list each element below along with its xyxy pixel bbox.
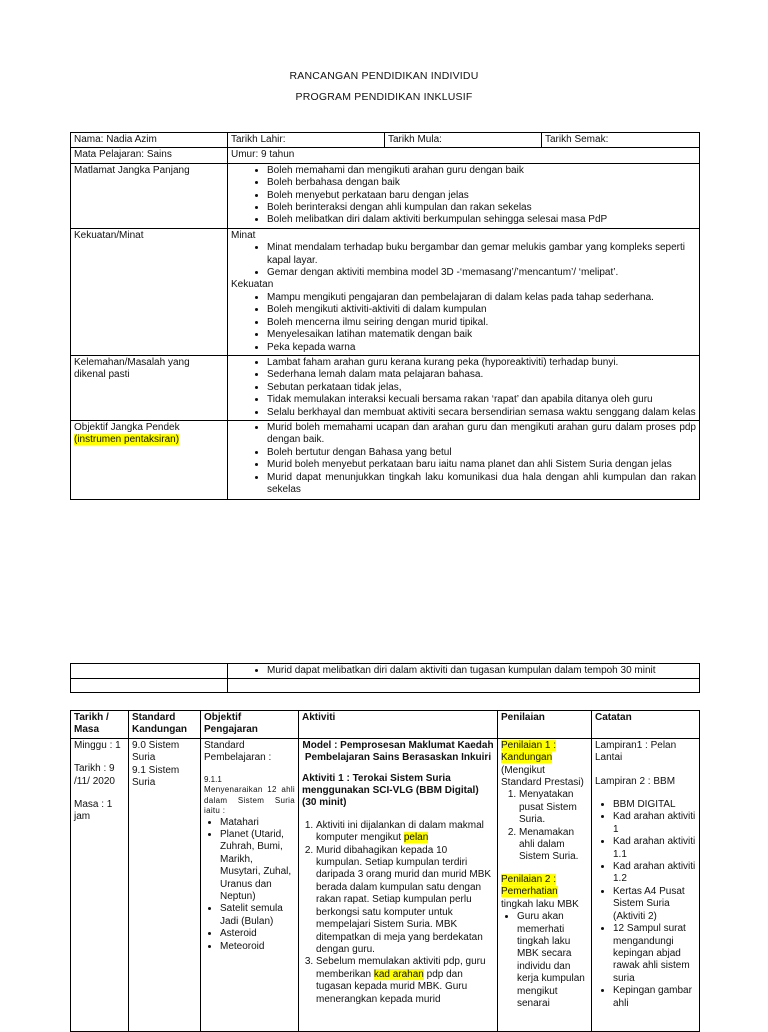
list-item: • Gemar dengan aktiviti membina model 3D -‘memasang’/’mencantum’/ ‘melipat’.	[267, 267, 696, 279]
kekuatan-label: Kekuatan/Minat	[71, 228, 228, 355]
standard-line1: 9.0 Sistem Suria	[132, 739, 180, 764]
list-item: • Murid boleh menyebut perkataan baru iaitu nama planet dan ahli Sistem Suria dengan jelas	[267, 459, 696, 471]
list-item: • Boleh bertutur dengan Bahasa yang betul	[267, 447, 696, 459]
list-item: • Lambat faham arahan guru kerana kurang peka (hyporeaktiviti) terhadap bunyi.	[267, 357, 696, 369]
header-catatan: Catatan	[592, 711, 700, 739]
list-item: • Satelit semula Jadi (Bulan)	[220, 903, 295, 928]
list-item: • Peka kepada warna	[267, 342, 696, 354]
list-item: • Meteoroid	[220, 941, 295, 953]
objektif-intro: Standard Pembelajaran :	[204, 739, 272, 764]
step-text: pdp dan tugasan kepada murid MBK.	[316, 968, 463, 993]
continuation-list	[231, 665, 696, 677]
aktiviti-step-3	[316, 956, 494, 1006]
list-item: • Minat mendalam terhadap buku bergambar dan gemar melukis gambar yang kompleks seperti kapal layar.	[267, 242, 696, 267]
kekuatan-content	[228, 228, 700, 355]
minggu-text: Minggu : 1	[74, 739, 121, 751]
list-item: • Asteroid	[220, 928, 295, 940]
catatan-lampiran-1: Lampiran1 : Pelan Lantai	[595, 739, 677, 764]
list-item: • Murid dapat menunjukkan tingkah laku komunikasi dua hala dengan ahli kumpulan dan rakan sekelas	[267, 472, 696, 497]
mata-pelajaran-cell: Mata Pelajaran: Sains	[71, 148, 228, 163]
header-aktiviti: Aktiviti	[299, 711, 498, 739]
standard-cell	[129, 738, 201, 1031]
list-item: • Murid boleh memahami ucapan dan arahan guru dan mengikuti arahan guru dalam proses pdp dengan baik.	[267, 422, 696, 447]
list-item: • Selalu berkhayal dan membuat aktiviti secara bersendirian semasa waktu senggang dalam kelas	[267, 407, 696, 419]
list-item: • Tidak memulakan interaksi kecuali bersama rakan ‘rapat’ dan apabila ditanya oleh guru	[267, 394, 696, 406]
continuation-empty	[71, 664, 228, 679]
matlamat-label: Matlamat Jangka Panjang	[71, 163, 228, 228]
profile-table	[70, 132, 700, 500]
continuation-empty	[228, 679, 700, 693]
matlamat-list	[231, 165, 696, 227]
catatan-lampiran-2: Lampiran 2 : BBM	[595, 775, 676, 787]
kekuatan-list	[231, 292, 696, 354]
aktiviti-title: Aktiviti 1 : Terokai Sistem Suria menggunakan SCI-VLG (BBM Digital) (30 minit)	[302, 772, 479, 809]
document-title: RANCANGAN PENDIDIKAN INDIVIDU	[289, 70, 479, 82]
aktiviti-cell	[299, 738, 498, 1031]
objektif-list	[231, 422, 696, 496]
list-item: • 12 Sampul surat mengandungi kepingan abjad rawak ahli sistem suria	[613, 923, 696, 985]
continuation-content	[228, 664, 700, 679]
kelemahan-list	[231, 357, 696, 419]
tarikh-cell	[71, 738, 129, 1031]
nama-cell: Nama: Nadia Azim	[71, 133, 228, 148]
list-item: • Kertas A4 Pusat Sistem Suria (Aktiviti 2)	[613, 886, 696, 923]
aktiviti-step-2: 2. Murid dibahagikan kepada 10 kumpulan. Setiap kumpulan terdiri daripada 3 orang murid dan murid MBK berada dalam kumpulan satu dengan rakan rapat. Setiap kumpulan perlu berkongsi satu komputer untuk mempelajari Sistem Suria. MBK ditempatkan di meja yang berdekatan dengan guru.	[316, 845, 494, 957]
objektif-label: Objektif Jangka Pendek	[74, 421, 180, 433]
aktiviti-model: Model : Pemprosesan Maklumat Kaedah Pembelajaran Sains Berasaskan Inkuiri	[302, 739, 494, 764]
header-standard: Standard Kandungan	[129, 711, 201, 739]
penilaian-1-list	[501, 789, 588, 863]
tarikh-mula-cell: Tarikh Mula:	[385, 133, 542, 148]
list-item: • Boleh berbahasa dengan baik	[267, 177, 696, 189]
list-item: • Boleh melibatkan diri dalam aktiviti berkumpulan sehingga selesai masa PdP	[267, 214, 696, 226]
list-item: • Mampu mengikuti pengajaran dan pembelajaran di dalam kelas pada tahap sederhana.	[267, 292, 696, 304]
umur-cell: Umur: 9 tahun	[228, 148, 700, 163]
objektif-desc: Menyenaraikan 12 ahli dalam Sistem Suria iaitu :	[204, 785, 295, 816]
catatan-cell	[592, 738, 700, 1031]
list-item: 1. Menyatakan pusat Sistem Suria.	[519, 789, 588, 826]
header-tarikh: Tarikh / Masa	[71, 711, 129, 739]
tarikh-text: Tarikh : 9 /11/ 2020	[74, 763, 115, 787]
list-item: • Kepingan gambar ahli	[613, 985, 696, 1010]
continuation-empty	[71, 679, 228, 693]
list-item: • Kad arahan aktiviti 1.1	[613, 836, 696, 861]
list-item: • Boleh memahami dan mengikuti arahan guru dengan baik	[267, 165, 696, 177]
step-text: Sebelum memulakan aktiviti pdp, guru memberikan	[316, 956, 486, 980]
standard-line2: 9.1 Sistem Suria	[132, 764, 180, 789]
list-item: • Kad arahan aktiviti 1.2	[613, 861, 696, 886]
list-item: 2. Menamakan ahli dalam Sistem Suria.	[519, 827, 588, 864]
list-item: • Boleh mengikuti aktiviti-aktiviti di dalam kumpulan	[267, 304, 696, 316]
step-text: Guru menerangkan kepada murid	[316, 981, 468, 1005]
objektif-note: (instrumen pentaksiran)	[74, 434, 180, 446]
kad-arahan-highlight: kad arahan	[373, 968, 424, 980]
tarikh-semak-cell: Tarikh Semak:	[542, 133, 700, 148]
penilaian-1-note: (Mengikut Standard Prestasi)	[501, 764, 584, 789]
kelemahan-content	[228, 355, 700, 420]
tarikh-lahir-cell: Tarikh Lahir:	[228, 133, 385, 148]
list-item: • Boleh berinteraksi dengan ahli kumpulan dan rakan sekelas	[267, 202, 696, 214]
list-item: • Sederhana lemah dalam mata pelajaran bahasa.	[267, 369, 696, 381]
list-item: • Kad arahan aktiviti 1	[613, 811, 696, 836]
penilaian-1-label: Penilaian 1 : Kandungan	[501, 739, 557, 764]
objektif-items	[204, 817, 295, 953]
header-objektif: Objektif Pengajaran	[201, 711, 299, 739]
penilaian-cell	[498, 738, 592, 1031]
list-item: • BBM DIGITAL	[613, 799, 696, 811]
objektif-content	[228, 420, 700, 499]
pelan-highlight: pelan	[403, 832, 429, 844]
minat-heading: Minat	[231, 229, 256, 241]
kekuatan-heading: Kekuatan	[231, 279, 274, 291]
list-item: • Planet (Utarid, Zuhrah, Bumi, Marikh, Musytari, Zuhal, Uranus dan Neptun)	[220, 829, 295, 903]
aktiviti-steps	[302, 820, 494, 1006]
list-item: • Guru akan memerhati tingkah laku MBK secara individu dan kerja kumpulan mengikut senarai	[517, 911, 588, 1010]
objektif-cell	[201, 738, 299, 1031]
minat-list	[231, 242, 696, 279]
lesson-plan-table	[70, 710, 700, 1032]
penilaian-2-note: tingkah laku MBK	[501, 898, 579, 910]
list-item: • Matahari	[220, 817, 295, 829]
list-item: • Menyelesaikan latihan matematik dengan baik	[267, 329, 696, 341]
masa-text: Masa : 1 jam	[74, 799, 113, 823]
continuation-table	[70, 663, 700, 693]
penilaian-2-label: Penilaian 2 : Pemerhatian	[501, 873, 558, 898]
step-text: Aktiviti ini dijalankan di dalam makmal komputer mengikut	[316, 819, 484, 844]
catatan-list	[595, 799, 696, 1010]
list-item: • Boleh menyebut perkataan baru dengan jelas	[267, 190, 696, 202]
list-item: • Murid dapat melibatkan diri dalam aktiviti dan tugasan kumpulan dalam tempoh 30 minit	[267, 665, 696, 677]
list-item: • Boleh mencerna ilmu seiring dengan murid tipikal.	[267, 317, 696, 329]
aktiviti-step-1	[316, 820, 494, 845]
objektif-label-cell	[71, 420, 228, 499]
header-penilaian: Penilaian	[498, 711, 592, 739]
objektif-code: 9.1.1	[204, 774, 222, 784]
kelemahan-label: Kelemahan/Masalah yang dikenal pasti	[71, 355, 228, 420]
document-subtitle: PROGRAM PENDIDIKAN INKLUSIF	[295, 91, 473, 103]
matlamat-content	[228, 163, 700, 228]
list-item: • Sebutan perkataan tidak jelas,	[267, 382, 696, 394]
penilaian-2-list	[501, 911, 588, 1010]
